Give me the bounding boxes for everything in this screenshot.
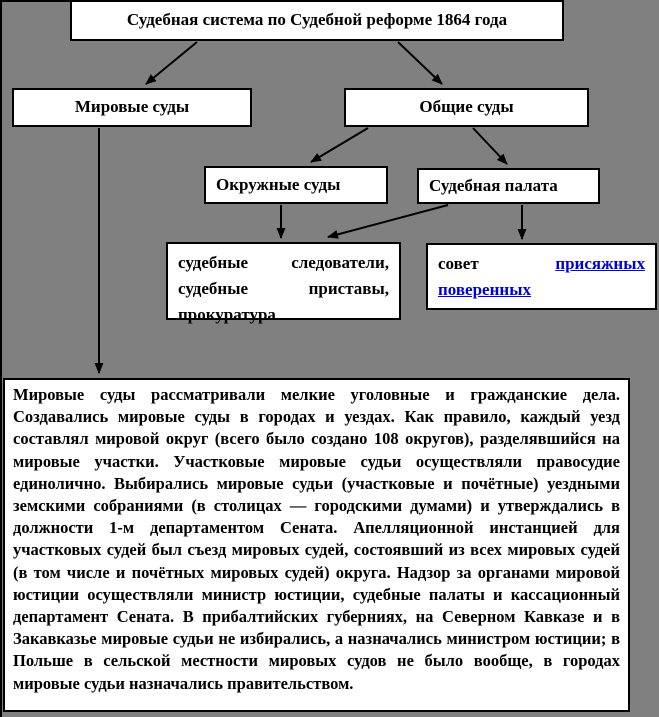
arrow-obshchie-to-palata xyxy=(473,128,507,164)
sledovateli-line-2 xyxy=(178,276,389,302)
node-title xyxy=(70,0,564,41)
node-sledovateli-pristavy-prokuratura xyxy=(166,242,401,324)
sovet-line-2 xyxy=(438,277,645,303)
sledovateli-line3-text: прокуратура xyxy=(178,305,276,324)
description-box xyxy=(3,378,630,712)
sledovateli-line-1 xyxy=(178,250,389,276)
node-okruzhnye-sudy-label: Окружные суды xyxy=(216,174,341,194)
arrow-title-to-mirovye xyxy=(146,42,197,84)
node-obshchie-sudy xyxy=(344,88,589,127)
sledovateli-line1-right: следователи, xyxy=(291,253,389,272)
sledovateli-line2-left: судебные xyxy=(178,279,249,298)
sledovateli-line2-right: приставы, xyxy=(308,279,389,298)
link-prisyazhnykh[interactable]: присяжных xyxy=(555,254,645,273)
node-mirovye-sudy-label: Мировые суды xyxy=(74,97,190,117)
arrow-palata-to-sledovateli xyxy=(328,205,448,237)
sovet-line-1 xyxy=(438,251,645,277)
node-sudebnaya-palata xyxy=(417,168,600,204)
arrow-title-to-obshchie xyxy=(398,42,442,84)
arrow-obshchie-to-okruzhnye xyxy=(311,128,368,162)
node-obshchie-sudy-label: Общие суды xyxy=(419,97,514,117)
sovet-word: совет xyxy=(438,254,479,273)
sledovateli-line1-left: судебные xyxy=(178,253,249,272)
node-sovet-prisyazhnykh-poverennykh xyxy=(426,243,657,310)
node-sudebnaya-palata-label: Судебная палата xyxy=(429,175,558,195)
link-poverennykh[interactable]: поверенных xyxy=(438,280,531,299)
node-mirovye-sudy xyxy=(12,88,252,127)
description-text: Мировые суды рассматривали мелкие уголовные и гражданские дела. Создавались мировые суды в городах и уездах. Как правило, каждый уезд составлял мировой округ (всего было создано 108 округов), разделявшийся на мировые участки. Участковые мировые судьи осуществляли правосудие единолично. Выбирались мировые судьи (участковые и почётные) уездными земскими собраниями (в столицах — городскими думами) и утверждались в должности 1-м департаментом Сената. Апелляционной инстанцией для участковых судей был съезд мировых судей, состоявший из всех мировых судей (в том числе и почётных мировых судей) округа. Надзор за органами мировой юстиции осуществляли министр юстиции, судебные палаты и кассационный департамент Сената. В прибалтийских губерниях, на Северном Кавказе и в Закавказье мировые судьи не избирались, а назначались министром юстиции; в Польше в сельской местности мировых судов не было вообще, в городах мировые судьи назначались правительством. xyxy=(13,385,620,693)
node-okruzhnye-sudy xyxy=(204,166,388,204)
sledovateli-line-3 xyxy=(178,302,389,328)
node-title-label: Судебная система по Судебной реформе 1864 года xyxy=(126,10,508,30)
